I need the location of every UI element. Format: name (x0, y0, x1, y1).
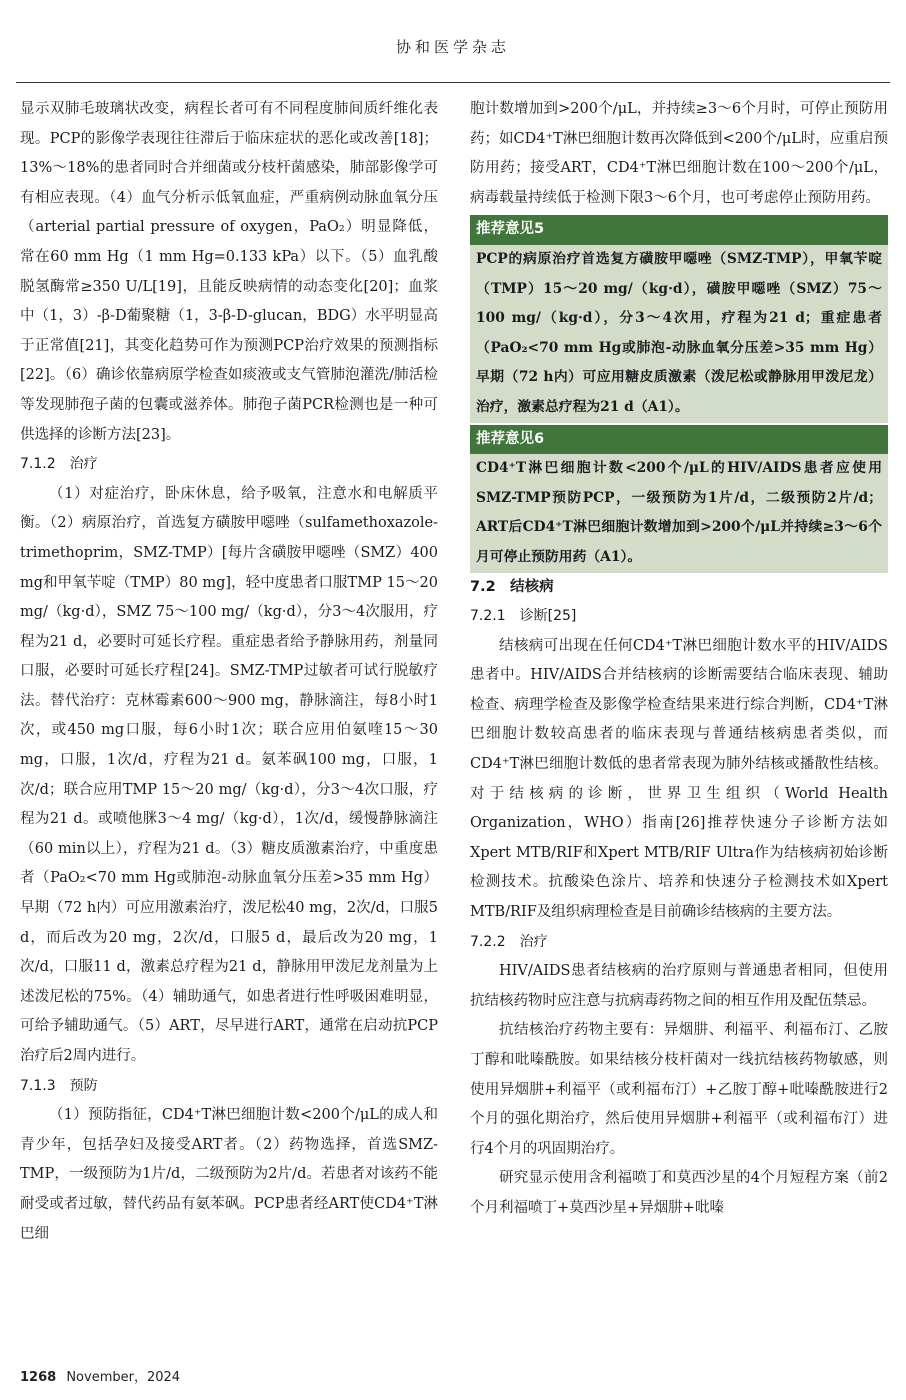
section-heading-7-2: 7.2 结核病 (470, 578, 554, 595)
recommendation-5-body: PCP的病原治疗首选复方磺胺甲噁唑（SMZ-TMP），甲氧苄啶（TMP）15～20 mg/（kg·d），磺胺甲噁唑（SMZ）75～100 mg/（kg·d），分3～4次用，疗程为21 d；重症患者（PaO₂<70 mm Hg或肺泡-动脉血氧分压差>35 mm Hg）早期（72 h内）可应用糖皮质激素（泼尼松或静脉用甲泼尼龙）治疗，激素总疗程为21 d（A1）。 (470, 245, 888, 423)
paragraph: HIV/AIDS患者结核病的治疗原则与普通患者相同，但使用抗结核药物时应注意与抗病毒药物之间的相互作用及配伍禁忌。 (470, 963, 888, 1009)
paragraph: 显示双肺毛玻璃状改变，病程长者可有不同程度肺间质纤维化表现。PCP的影像学表现往往滞后于临床症状的恶化或改善[18]；13%～18%的患者同时合并细菌或分枝杆菌感染，肺部影像学可有相应表现。（4）血气分析示低氧血症，严重病例动脉血氧分压（arterial partial pressure of oxygen，PaO₂）明显降低，常在60 mm Hg（1 mm Hg=0.133 kPa）以下。（5）血乳酸脱氢酶常≥350 U/L[19]，且能反映病情的动态变化[20]；血浆中（1，3）-β-D葡聚糖（1，3-β-D-glucan，BDG）水平明显高于正常值[21]，其变化趋势可作为预测PCP治疗效果的预测指标[22]。（6）确诊依靠病原学检查如痰液或支气管肺泡灌洗/肺活检等发现肺孢子菌的包囊或滋养体。肺孢子菌PCR检测也是一种可供选择的诊断方法[23]。 (20, 101, 438, 443)
paragraph: 胞计数增加到>200个/μL，并持续≥3～6个月时，可停止预防用药；如CD4⁺T淋巴细胞计数再次降低到<200个/μL时，应重启预防用药；接受ART，CD4⁺T淋巴细胞计数在100～200个/μL，病毒载量持续低于检测下限3～6个月，也可考虑停止预防用药。 (470, 101, 888, 206)
section-heading-7-1-3: 7.1.3 预防 (20, 1077, 98, 1094)
paragraph: （1）对症治疗，卧床休息，给予吸氧，注意水和电解质平衡。（2）病原治疗，首选复方磺胺甲噁唑（sulfamethoxazole-trimethoprim，SMZ-TMP）[每片含磺胺甲噁唑（SMZ）400 mg和甲氧苄啶（TMP）80 mg]，轻中度患者口服TMP 15～20 mg/（kg·d），SMZ 75～100 mg/（kg·d），分3～4次服用，疗程为21 d，必要时可延长疗程。重症患者给予静脉用药，剂量同口服，必要时可延长疗程[24]。SMZ-TMP过敏者可试行脱敏疗法。替代治疗：克林霉素600～900 mg，静脉滴注，每8小时1次，或450 mg口服，每6小时1次；联合应用伯氨喹15～30 mg，口服，1次/d，疗程为21 d。氨苯砜100 mg，口服，1次/d；联合应用TMP 15～20 mg/（kg·d），分3～4次口服，疗程为21 d。或喷他脒3～4 mg/（kg·d），1次/d，缓慢静脉滴注（60 min以上），疗程为21 d。（3）糖皮质激素治疗，中重度患者（PaO₂<70 mm Hg或肺泡-动脉血氧分压差>35 mm Hg）早期（72 h内）可应用激素治疗，泼尼松40 mg，2次/d，口服5 d，而后改为20 mg，2次/d，口服5 d，最后改为20 mg，1次/d，口服11 d，激素总疗程为21 d，静脉用甲泼尼龙剂量为上述泼尼松的75%。（4）辅助通气，如患者进行性呼吸困难明显，可给予辅助通气。（5）ART，尽早进行ART，通常在启动抗PCP治疗后2周内进行。 (20, 485, 438, 1064)
paragraph: 抗结核治疗药物主要有：异烟肼、利福平、利福布汀、乙胺丁醇和吡嗪酰胺。如果结核分枝杆菌对一线抗结核药物敏感，则使用异烟肼+利福平（或利福布汀）+乙胺丁醇+吡嗪酰胺进行2个月的强化期治疗，然后使用异烟肼+利福平（或利福布汀）进行4个月的巩固期治疗。 (470, 1022, 888, 1157)
recommendation-6-body: CD4⁺T淋巴细胞计数<200个/μL的HIV/AIDS患者应使用SMZ-TMP预防PCP，一级预防为1片/d，二级预防2片/d；ART后CD4⁺T淋巴细胞计数增加到>200个/μL并持续≥3～6个月可停止预防用药（A1）。 (470, 454, 888, 572)
recommendation-5-title: 推荐意见5 (470, 215, 888, 245)
right-column (470, 95, 888, 1224)
header-divider (16, 82, 890, 83)
page-number: 1268 (20, 1370, 57, 1385)
paragraph: 结核病可出现在任何CD4⁺T淋巴细胞计数水平的HIV/AIDS患者中。HIV/AIDS合并结核病的诊断需要结合临床表现、辅助检查、病理学检查及影像学检查结果来进行综合判断，CD4⁺T淋巴细胞计数较高患者的临床表现与普通结核病患者类似，而CD4⁺T淋巴细胞计数低的患者常表现为肺外结核或播散性结核。对于结核病的诊断，世界卫生组织（World Health Organization，WHO）指南[26]推荐快速分子诊断方法如Xpert MTB/RIF和Xpert MTB/RIF Ultra作为结核病初始诊断检测技术。抗酸染色涂片、培养和快速分子检测技术如Xpert MTB/RIF及组织病理检查是目前确诊结核病的主要方法。 (470, 637, 888, 921)
section-heading-7-2-1: 7.2.1 诊断[25] (470, 608, 577, 625)
journal-header: 协和医学杂志 (395, 38, 510, 56)
recommendation-6-title: 推荐意见6 (470, 425, 888, 455)
paragraph: 研究显示使用含利福喷丁和莫西沙星的4个月短程方案（前2个月利福喷丁+莫西沙星+异烟肼+吡嗪 (470, 1170, 888, 1216)
left-column (20, 95, 438, 1249)
section-heading-7-1-2: 7.1.2 治疗 (20, 456, 98, 473)
issue-date: November，2024 (66, 1370, 181, 1385)
page-footer (20, 1366, 180, 1385)
paragraph: （1）预防指征，CD4⁺T淋巴细胞计数<200个/μL的成人和青少年，包括孕妇及接受ART者。（2）药物选择，首选SMZ-TMP，一级预防为1片/d，二级预防为2片/d。若患者对该药不能耐受或者过敏，替代药品有氨苯砜。PCP患者经ART使CD4⁺T淋巴细 (20, 1107, 438, 1242)
section-heading-7-2-2: 7.2.2 治疗 (470, 933, 548, 950)
